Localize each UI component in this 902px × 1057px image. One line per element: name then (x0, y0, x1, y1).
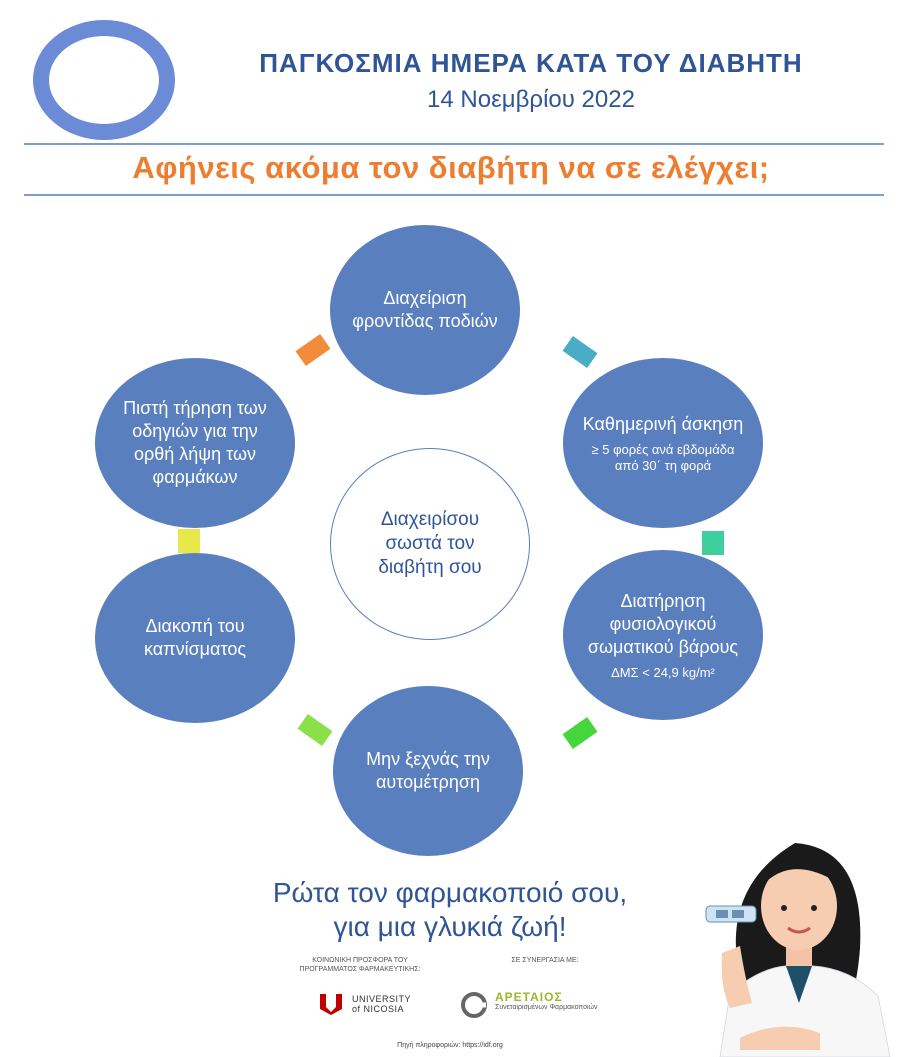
offer-label: ΚΟΙΝΩΝΙΚΗ ΠΡΟΣΦΟΡΑ ΤΟΥ ΠΡΟΓΡΑΜΜΑΤΟΣ ΦΑΡΜΑΚΕΥΤΙΚΗΣ: (299, 957, 421, 973)
page-title: ΠΑΓΚΟΣΜΙΑ ΗΜΕΡΑ ΚΑΤΑ ΤΟΥ ΔΙΑΒΗΤΗ (259, 48, 803, 78)
source-footnote: Πηγή πληροφοριών: https://idf.org (397, 1042, 503, 1049)
bottom-divider (24, 194, 884, 196)
node-exercise-detail: ≥ 5 φορές ανά εβδομάδα από 30΄ τη φορά (591, 441, 735, 473)
connector-yellow (178, 529, 200, 553)
university-of-nicosia-logo-icon (318, 992, 344, 1016)
headline-question: Αφήνεις ακόμα τον διαβήτη να σε ελέγχει; (132, 150, 770, 185)
slogan-line-2: για μια γλυκιά ζωή! (333, 911, 567, 942)
node-foot-care-label: Διαχείριση φροντίδας ποδιών (352, 288, 498, 331)
aretaios-name: ΑΡΕΤΑΙΟΣ (495, 990, 563, 1004)
connector-teal (563, 336, 598, 368)
partner-label: ΣΕ ΣΥΝΕΡΓΑΣΙΑ ΜΕ: (511, 957, 579, 964)
node-medication (95, 358, 295, 528)
aretaios-logo-icon (460, 991, 488, 1019)
slogan (170, 876, 730, 944)
node-smoking-label: Διακοπή του καπνίσματος (143, 616, 247, 659)
node-weight-detail: ΔΜΣ < 24,9 kg/m² (611, 664, 715, 680)
university-subname: of NICOSIA (352, 1004, 405, 1014)
connector-green (563, 717, 598, 749)
node-foot-care (330, 225, 520, 395)
connector-orange (296, 334, 331, 366)
slogan-line-1: Ρώτα τον φαρμακοποιό σου, (272, 877, 628, 908)
node-exercise-label: Καθημερινή άσκηση (582, 413, 744, 434)
pharmacist-illustration (700, 828, 902, 1057)
blue-circle-logo (33, 20, 175, 140)
node-self-check (333, 686, 523, 856)
center-message: Διαχειρίσου σωστά τον διαβήτη σου (330, 448, 530, 640)
university-name: UNIVERSITY (352, 994, 412, 1004)
top-divider (24, 143, 884, 145)
node-smoking (95, 553, 295, 723)
node-medication-label: Πιστή τήρηση των οδηγιών για την ορθή λήψη των φαρμάκων (123, 398, 267, 487)
aretaios-logo-text (495, 990, 598, 1012)
connector-lime (298, 714, 333, 746)
node-weight (563, 550, 763, 720)
aretaios-subtitle: Συνεταιρισμένων Φαρμακοποιών (495, 1004, 598, 1011)
university-logo-text (352, 994, 411, 1014)
node-exercise (563, 358, 763, 528)
event-date: 14 Νοεμβρίου 2022 (427, 86, 635, 113)
node-weight-label: Διατήρηση φυσιολογικού σωματικού βάρους (587, 590, 739, 657)
node-self-check-label: Μην ξεχνάς την αυτομέτρηση (366, 749, 490, 792)
connector-mint (702, 531, 724, 555)
